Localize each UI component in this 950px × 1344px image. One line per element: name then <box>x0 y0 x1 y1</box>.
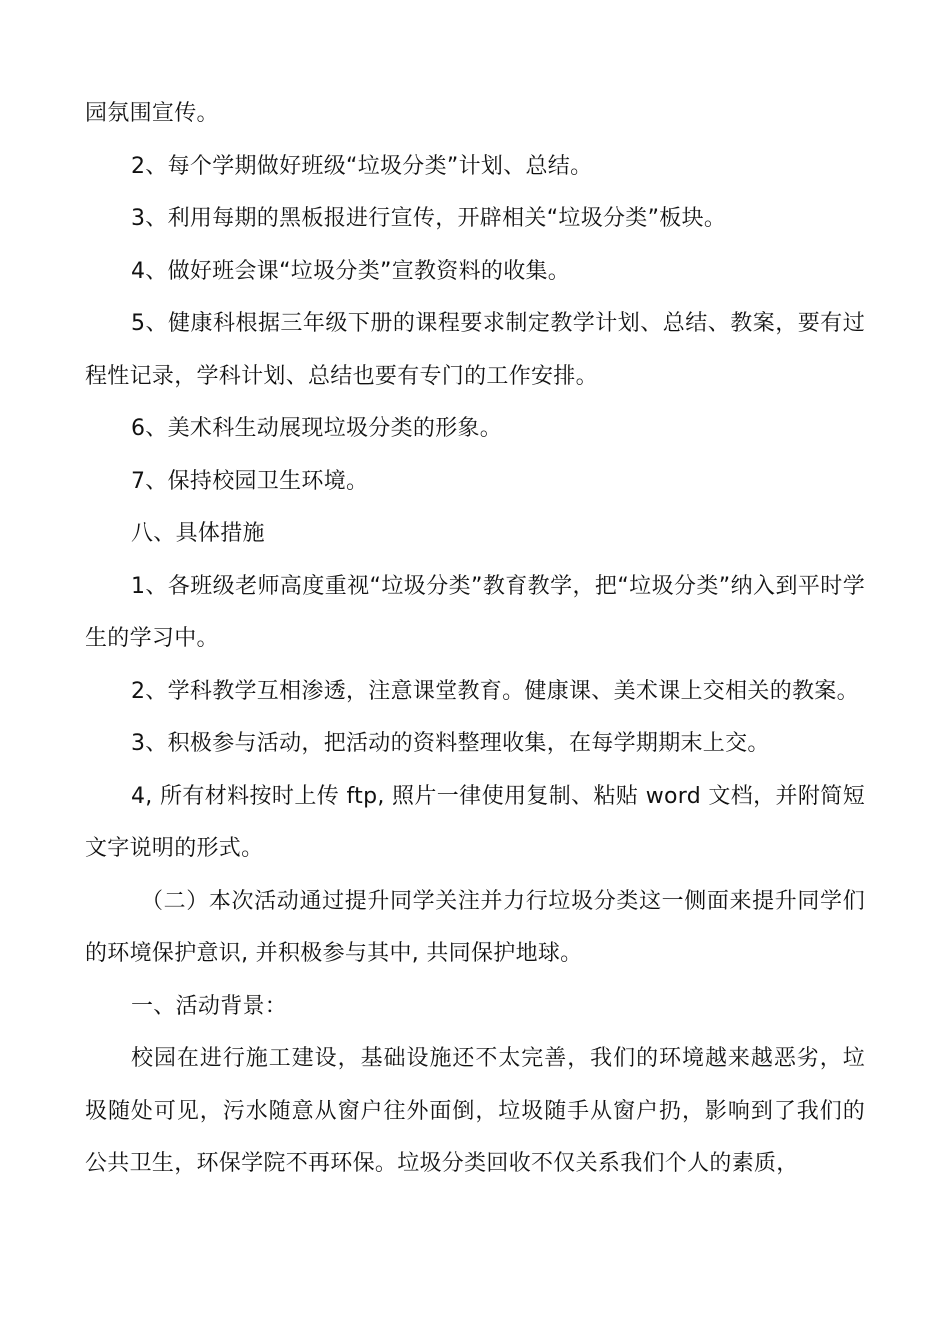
document-body <box>85 88 865 1191</box>
paragraph-item-6: 6、美术科生动展现垃圾分类的形象。 <box>131 416 503 441</box>
paragraph-item-3: 3、利用每期的黑板报进行宣传，开辟相关“垃圾分类”板块。 <box>131 206 727 231</box>
paragraph-item-2: 2、每个学期做好班级“垃圾分类”计划、总结。 <box>131 153 593 179</box>
section-heading-background: 一、活动背景： <box>131 993 288 1019</box>
paragraph-item-4: 4、做好班会课“垃圾分类”宣教资料的收集。 <box>131 258 571 284</box>
paragraph-item-5: 5、健康科根据三年级下册的课程要求制定教学计划、总结、教案，要有过程性记录，学科计划、总结也要有专门的工作安排。 <box>85 311 865 389</box>
paragraph-measure-2: 2、学科教学互相渗透，注意课堂教育。健康课、美术课上交相关的教案。 <box>131 678 859 704</box>
paragraph-part-two: （二）本次活动通过提升同学关注并力行垃圾分类这一侧面来提升同学们的环境保护意识, 并积极参与其中, 共同保护地球。 <box>85 888 865 966</box>
paragraph-background: 校园在进行施工建设，基础设施还不太完善，我们的环境越来越恶劣，垃圾随处可见，污水随意从窗户往外面倒，垃圾随手从窗户扔，影响到了我们的公共卫生，环保学院不再环保。垃圾分类回收不仅关系我们个人的素质， <box>85 1046 865 1176</box>
section-heading-measures: 八、具体措施 <box>131 521 265 546</box>
paragraph-measure-3: 3、积极参与活动，把活动的资料整理收集，在每学期期末上交。 <box>131 731 770 756</box>
paragraph-continuation: 园氛围宣传。 <box>85 101 219 126</box>
paragraph-measure-1: 1、各班级老师高度重视“垃圾分类”教育教学，把“垃圾分类”纳入到平时学生的学习中。 <box>85 573 865 651</box>
paragraph-measure-4: 4, 所有材料按时上传 ftp, 照片一律使用复制、粘贴 word 文档，并附简短文字说明的形式。 <box>85 783 865 861</box>
paragraph-item-7: 7、保持校园卫生环境。 <box>131 468 369 494</box>
